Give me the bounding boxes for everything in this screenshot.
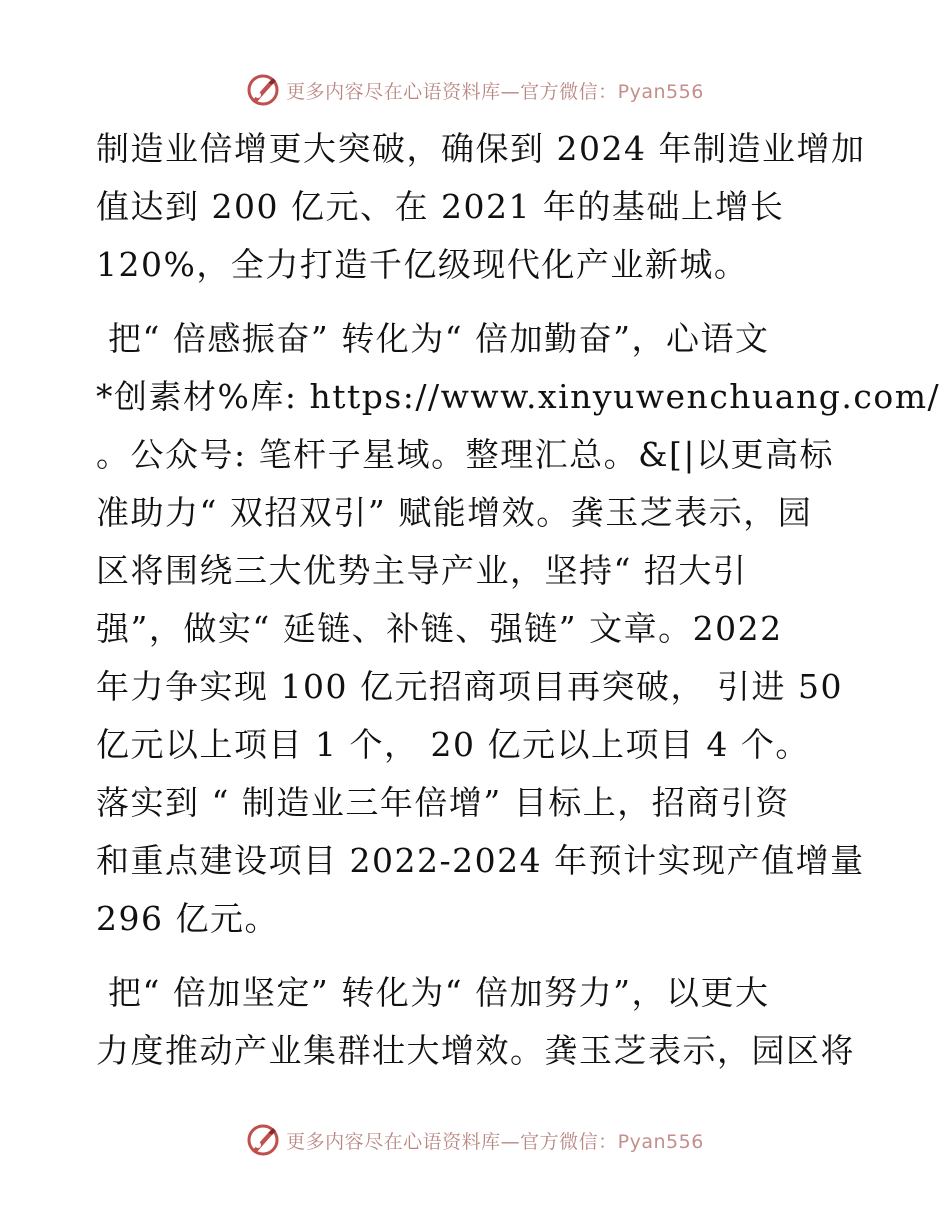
document-body [96,120,941,1080]
pen-logo-icon [246,73,280,107]
watermark-text: 更多内容尽在心语资料库—官方微信：Pyan556 [286,80,704,103]
text-line: 296 亿元。 [96,899,279,938]
text-line: 年力争实现 100 亿元招商项目再突破， 引进 50 [96,667,843,706]
text-line: 强”，做实“ 延链、补链、强链” 文章。2022 [96,609,783,648]
watermark-text: 更多内容尽在心语资料库—官方微信：Pyan556 [286,1130,704,1153]
text-line: 值达到 200 亿元、在 2021 年的基础上增长 [96,187,785,226]
paragraph-1 [96,120,866,294]
paragraph-2 [96,310,941,948]
text-line: 准助力“ 双招双引” 赋能增效。龚玉芝表示，园 [96,493,813,532]
text-line: 。公众号: 笔杆子星域。整理汇总。&[|以更高标 [96,435,834,474]
text-line: 把“ 倍加坚定” 转化为“ 倍加努力”，以更大 [108,973,770,1012]
header-watermark [0,72,950,108]
footer-watermark [0,1122,950,1158]
text-line: *创素材%库: https://www.xinyuwenchuang.com/ [96,377,941,416]
text-line: 和重点建设项目 2022-2024 年预计实现产值增量 [96,841,865,880]
text-line: 制造业倍增更大突破，确保到 2024 年制造业增加 [96,129,866,168]
text-line: 力度推动产业集群壮大增效。龚玉芝表示，园区将 [96,1031,855,1070]
text-line: 落实到 “ 制造业三年倍增” 目标上，招商引资 [96,783,790,822]
text-line: 把“ 倍感振奋” 转化为“ 倍加勤奋”，心语文 [108,319,770,358]
text-line: 120%，全力打造千亿级现代化产业新城。 [96,245,749,284]
paragraph-3 [96,964,856,1080]
pen-logo-icon [246,1123,280,1157]
text-line: 区将围绕三大优势主导产业，坚持“ 招大引 [96,551,748,590]
text-line: 亿元以上项目 1 个， 20 亿元以上项目 4 个。 [96,725,810,764]
